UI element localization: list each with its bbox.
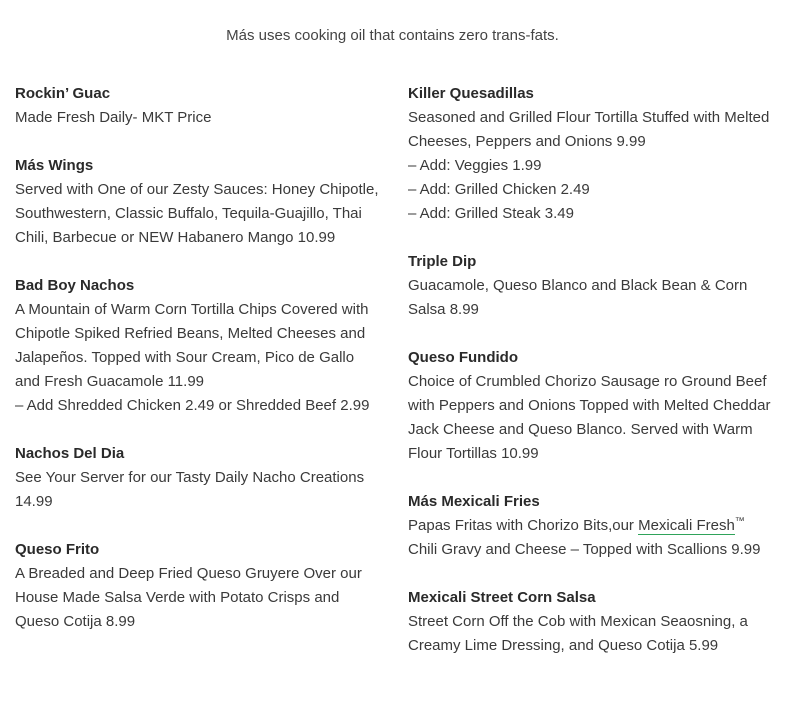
item-addon: – Add: Veggies 1.99 [408, 157, 542, 174]
menu-item-queso-frito [15, 538, 380, 634]
menu-item-mexicali-fries [408, 490, 773, 562]
left-menu-column [15, 82, 380, 658]
item-description: See Your Server for our Tasty Daily Nacho Creations 14.99 [15, 469, 365, 510]
item-name: Bad Boy Nachos [15, 277, 135, 294]
item-description: A Mountain of Warm Corn Tortilla Chips Covered with Chipotle Spiked Refried Beans, Melted Cheeses and Jalapeños. Topped with Sour Cream, Pico de Gallo and Fresh Guacamole 11.99 [15, 301, 369, 390]
menu-item-killer-quesadillas [408, 82, 773, 226]
description-text: Papas Fritas with Chorizo Bits,our [408, 517, 639, 534]
item-name: Más Wings [15, 157, 94, 174]
item-description [408, 514, 773, 562]
menu-item-street-corn-salsa [408, 586, 773, 658]
item-name: Queso Frito [15, 541, 100, 558]
item-description: Choice of Crumbled Chorizo Sausage ro Ground Beef with Peppers and Onions Topped with Melted Cheddar Jack Cheese and Queso Blanco. Served with Warm Flour Tortillas 10.99 [408, 373, 771, 462]
menu-item-nachos-del-dia [15, 442, 380, 514]
item-description: A Breaded and Deep Fried Queso Gruyere Over our House Made Salsa Verde with Potato Crisps and Queso Cotija 8.99 [15, 565, 362, 630]
menu-item-queso-fundido [408, 346, 773, 466]
menu-item-bad-boy-nachos [15, 274, 380, 418]
item-name: Mexicali Street Corn Salsa [408, 589, 596, 606]
item-description: Served with One of our Zesty Sauces: Honey Chipotle, Southwestern, Classic Buffalo, Tequila-Guajillo, Thai Chili, Barbecue or NEW Habanero Mango 10.99 [15, 181, 379, 246]
item-name: Killer Quesadillas [408, 85, 534, 102]
trans-fat-note: Más uses cooking oil that contains zero trans-fats. [226, 27, 559, 44]
item-name: Rockin’ Guac [15, 85, 111, 102]
item-addon: – Add: Grilled Steak 3.49 [408, 205, 574, 222]
menu-item-triple-dip [408, 250, 773, 322]
mexicali-fresh-link[interactable]: Mexicali Fresh [638, 517, 735, 534]
item-addon: – Add: Grilled Chicken 2.49 [408, 181, 590, 198]
item-name: Queso Fundido [408, 349, 518, 366]
description-text: Chili Gravy and Cheese – Topped with Scallions 9.99 [408, 541, 761, 558]
menu-item-mas-wings [15, 154, 380, 250]
menu-item-rockin-guac [15, 82, 380, 130]
item-description: Seasoned and Grilled Flour Tortilla Stuffed with Melted Cheeses, Peppers and Onions 9.99 [408, 109, 770, 150]
item-description: Street Corn Off the Cob with Mexican Seaosning, a Creamy Lime Dressing, and Queso Cotija 5.99 [408, 613, 748, 654]
trademark-symbol: ™ [734, 516, 745, 527]
item-name: Triple Dip [408, 253, 477, 270]
item-addon: – Add Shredded Chicken 2.49 or Shredded Beef 2.99 [15, 397, 370, 414]
item-name: Nachos Del Dia [15, 445, 125, 462]
right-menu-column [408, 82, 773, 682]
item-description: Guacamole, Queso Blanco and Black Bean & Corn Salsa 8.99 [408, 277, 748, 318]
item-name: Más Mexicali Fries [408, 493, 540, 510]
item-description: Made Fresh Daily- MKT Price [15, 109, 212, 126]
